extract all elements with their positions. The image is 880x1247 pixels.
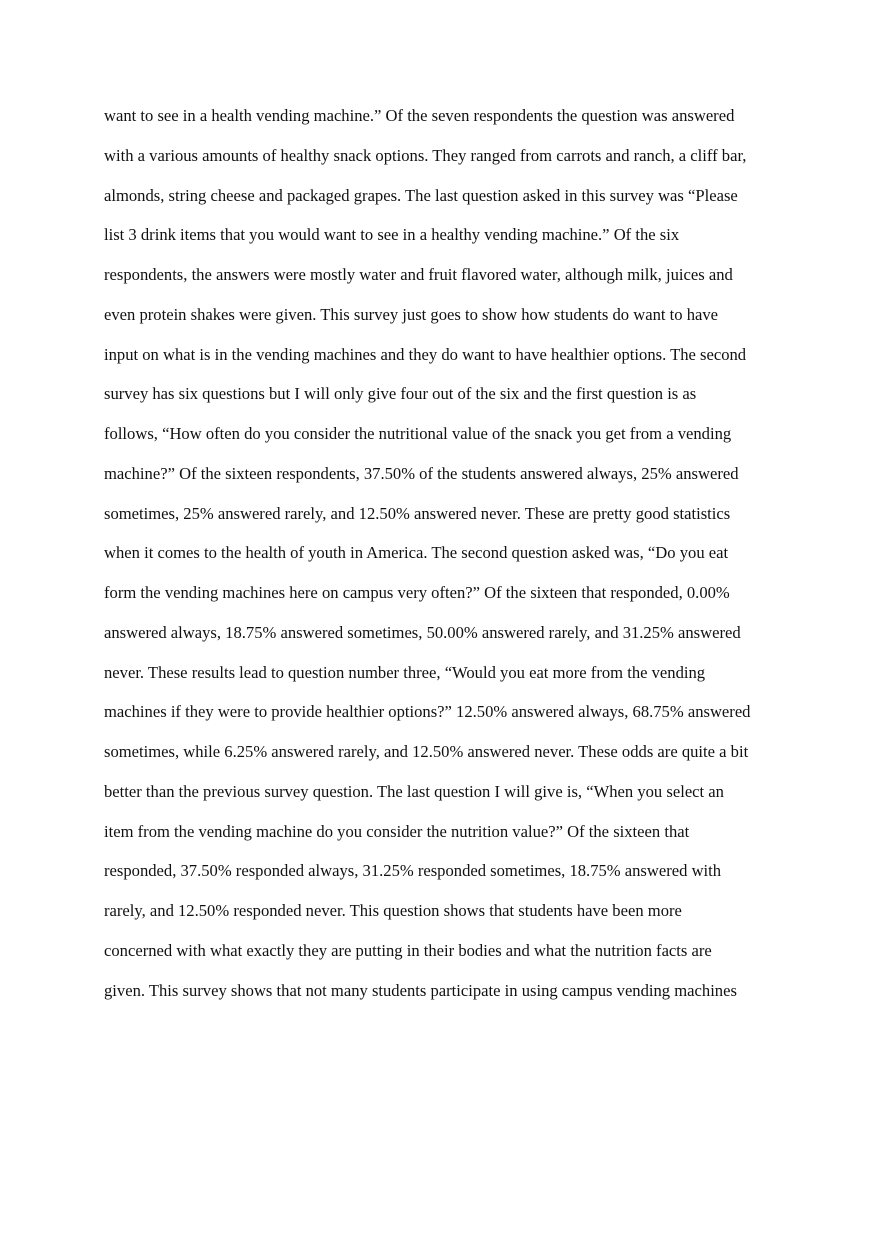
text-line: when it comes to the health of youth in America. The second question asked was, “Do you eat bbox=[104, 543, 729, 563]
text-line: rarely, and 12.50% responded never. This question shows that students have been more bbox=[104, 901, 682, 920]
text-line: survey has six questions but I will only give four out of the six and the first question is as bbox=[104, 384, 697, 404]
text-line: with a various amounts of healthy snack options. They ranged from carrots and ranch, a cliff bar, bbox=[104, 145, 747, 165]
text-line: given. This survey shows that not many students participate in using campus vending machines bbox=[104, 980, 737, 1000]
text-line: almonds, string cheese and packaged grapes. The last question asked in this survey was “Please bbox=[104, 185, 738, 205]
text-line: machines if they were to provide healthier options?” 12.50% answered always, 68.75% answered bbox=[104, 702, 751, 722]
text-line: never. These results lead to question number three, “Would you eat more from the vending bbox=[104, 662, 706, 682]
text-line: item from the vending machine do you consider the nutrition value?” Of the sixteen that bbox=[104, 821, 690, 841]
text-line: form the vending machines here on campus very often?” Of the sixteen that responded, 0.00% bbox=[104, 583, 730, 602]
text-line: better than the previous survey question. The last question I will give is, “When you select an bbox=[104, 781, 724, 801]
text-line: machine?” Of the sixteen respondents, 37.50% of the students answered always, 25% answered bbox=[104, 463, 739, 483]
text-line: follows, “How often do you consider the nutritional value of the snack you get from a vending bbox=[104, 424, 732, 443]
text-line: want to see in a health vending machine.” Of the seven respondents the question was answered bbox=[104, 106, 735, 125]
text-line: input on what is in the vending machines and they do want to have healthier options. The second bbox=[104, 344, 747, 364]
text-line: responded, 37.50% responded always, 31.25% responded sometimes, 18.75% answered with bbox=[104, 861, 722, 881]
text-line: sometimes, 25% answered rarely, and 12.50% answered never. These are pretty good statistics bbox=[104, 503, 731, 523]
text-line: respondents, the answers were mostly water and fruit flavored water, although milk, juices and bbox=[104, 265, 733, 284]
text-line: even protein shakes were given. This survey just goes to show how students do want to have bbox=[104, 304, 719, 324]
body-paragraph bbox=[104, 103, 804, 1017]
text-line: list 3 drink items that you would want to see in a healthy vending machine.” Of the six bbox=[104, 225, 680, 245]
text-line: sometimes, while 6.25% answered rarely, and 12.50% answered never. These odds are quite a bit bbox=[104, 742, 749, 761]
text-line: concerned with what exactly they are putting in their bodies and what the nutrition facts are bbox=[104, 940, 712, 960]
text-line: answered always, 18.75% answered sometimes, 50.00% answered rarely, and 31.25% answered bbox=[104, 622, 741, 642]
